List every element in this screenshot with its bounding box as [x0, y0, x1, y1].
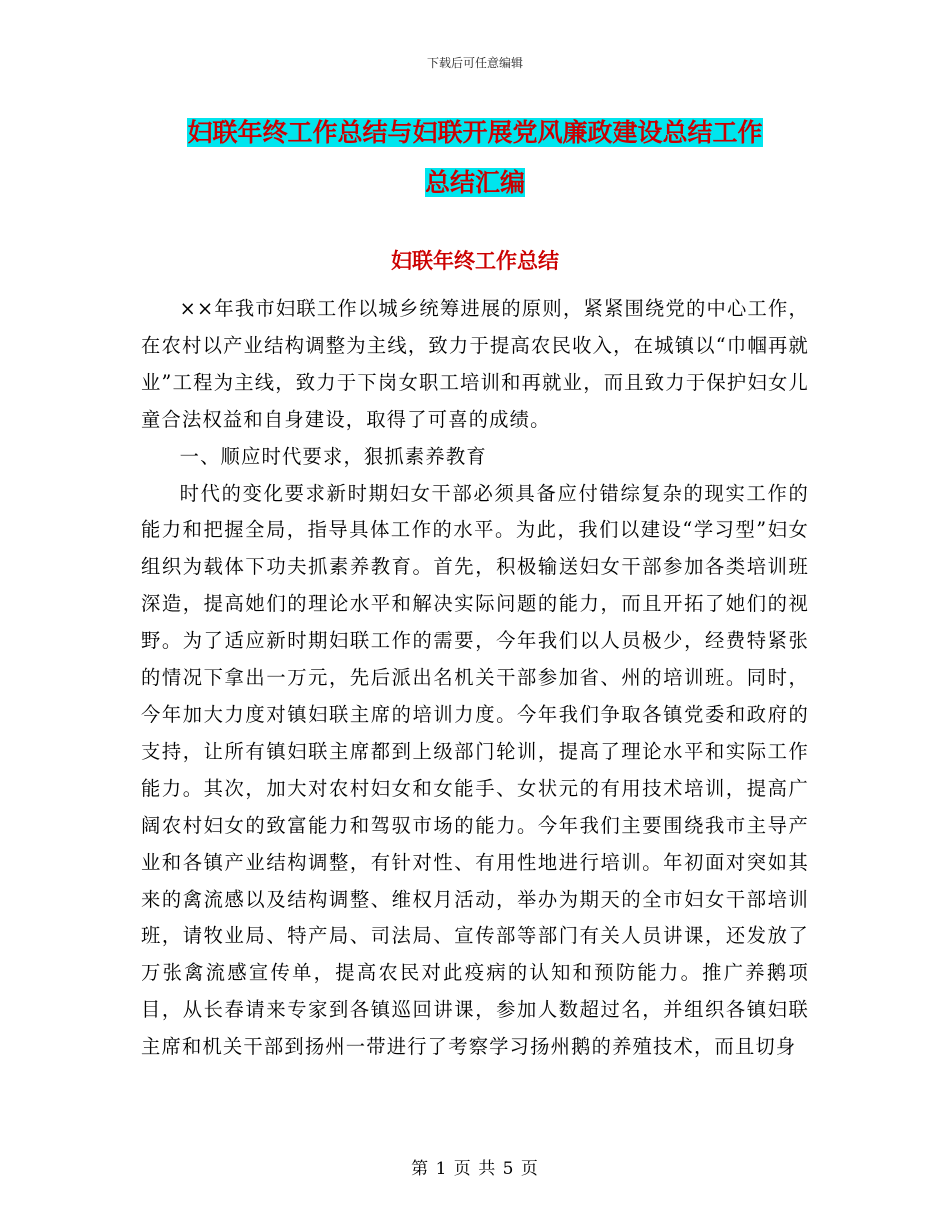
document-title-line-2: 总结汇编 — [424, 168, 525, 197]
paragraph-body-1: 时代的变化要求新时期妇女干部必须具备应付错综复杂的现实工作的能力和把握全局，指导具体工作的水平。为此，我们以建设“学习型”妇女组织为载体下功夫抓素养教育。首先，积极输送妇女干部参加各类培训班深造，提高她们的理论水平和解决实际问题的能力，而且开拓了她们的视野。为了适应新时期妇联工作的需要，今年我们以人员极少，经费特紧张的情况下拿出一万元，先后派出名机关干部参加省、州的培训班。同时，今年加大力度对镇妇联主席的培训力度。今年我们争取各镇党委和政府的支持，让所有镇妇联主席都到上级部门轮训，提高了理论水平和实际工作能力。其次，加大对农村妇女和女能手、女状元的有用技术培训，提高广阔农村妇女的致富能力和驾驭市场的能力。今年我们主要围绕我市主导产业和各镇产业结构调整，有针对性、有用性地进行培训。年初面对突如其来的禽流感以及结构调整、维权月活动，举办为期天的全市妇女干部培训班，请牧业局、特产局、司法局、宣传部等部门有关人员讲课，还发放了万张禽流感宣传单，提高农民对此疫病的认知和预防能力。推广养鹅项目，从长春请来专家到各镇巡回讲课，参加人数超过名，并组织各镇妇联主席和机关干部到扬州一带进行了考察学习扬州鹅的养殖技术，而且切身 — [141, 481, 809, 1059]
document-title-line-1: 妇联年终工作总结与妇联开展党风廉政建设总结工作 — [187, 118, 763, 147]
section-title: 妇联年终工作总结 — [391, 249, 559, 273]
page-footer: 第 1 页 共 5 页 — [411, 1159, 539, 1179]
body-text — [141, 291, 809, 1066]
paragraph-heading-1: 一、顺应时代要求，狠抓素养教育 — [179, 444, 487, 468]
paragraph-intro: ××年我市妇联工作以城乡统筹进展的原则，紧紧围绕党的中心工作，在农村以产业结构调整为主线，致力于提高农民收入，在城镇以“巾帼再就业”工程为主线，致力于下岗女职工培训和再就业，而且致力于保护妇女儿童合法权益和自身建设，取得了可喜的成绩。 — [141, 297, 809, 431]
header-note: 下载后可任意编辑 — [426, 56, 523, 70]
document-title — [150, 108, 800, 208]
